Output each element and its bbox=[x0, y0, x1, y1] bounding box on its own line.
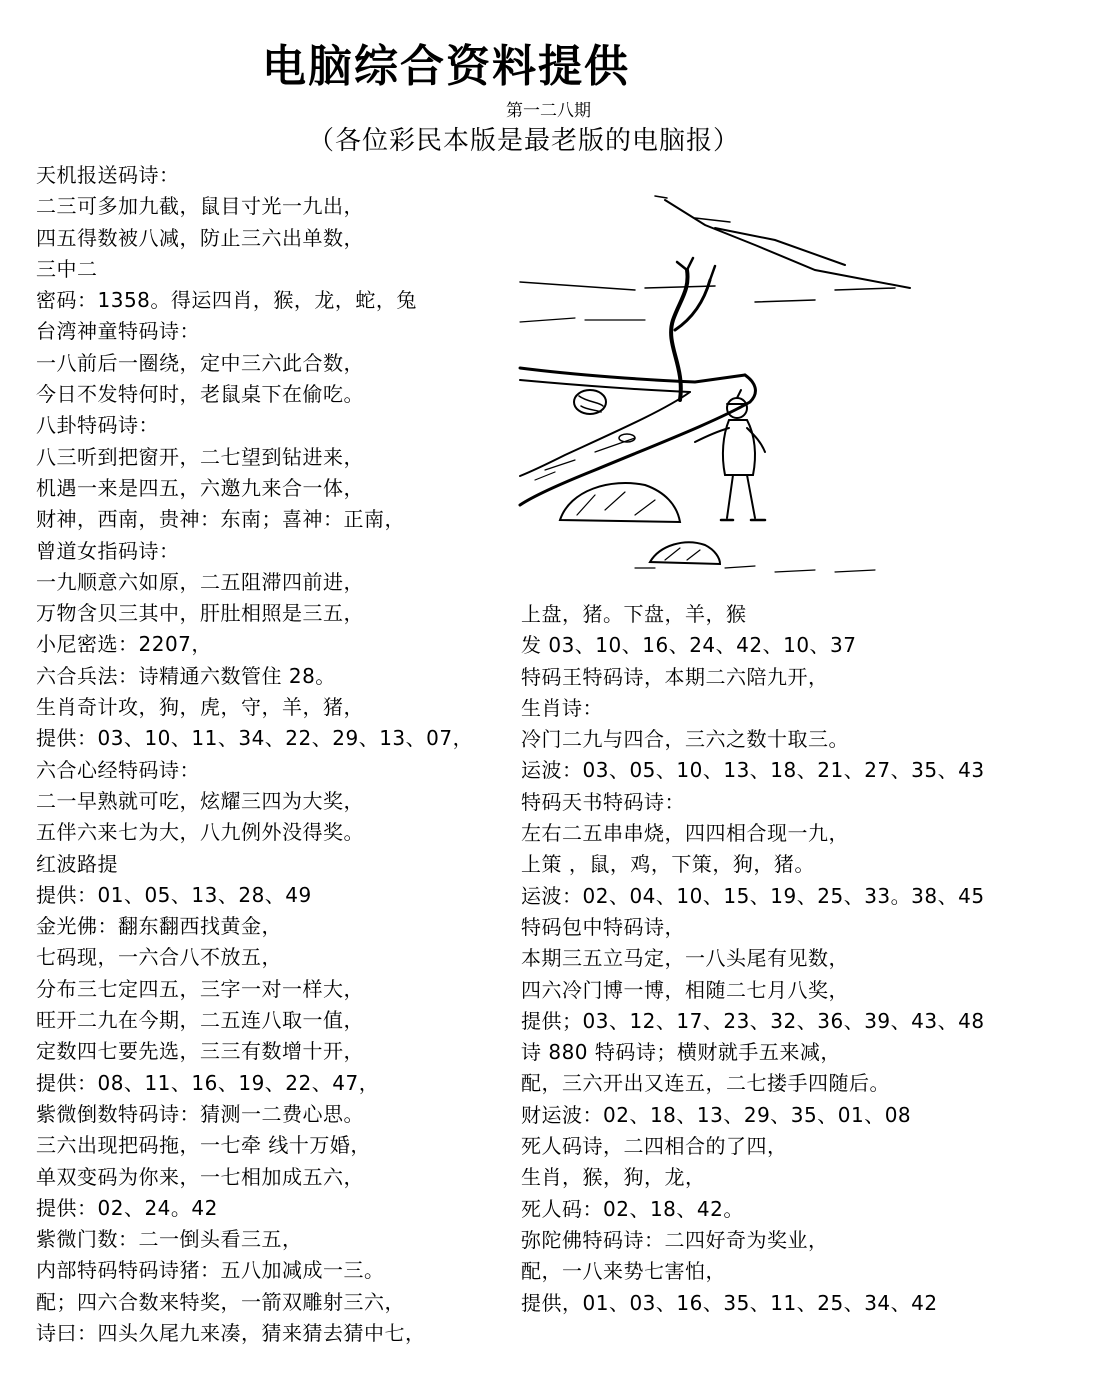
illustration-image bbox=[515, 170, 915, 580]
text-line: 机遇一来是四五，六邀九来合一体， bbox=[36, 475, 364, 500]
text-line: 运波：02、04、10、15、19、25、33。38、45 bbox=[521, 883, 985, 908]
right-column bbox=[521, 599, 1101, 1319]
text-line: 运波：03、05、10、13、18、21、27、35、43 bbox=[521, 758, 985, 783]
text-line: 一九顺意六如原，二五阻滞四前进， bbox=[36, 569, 364, 594]
text-line: 今日不发特何时，老鼠桌下在偷吃。 bbox=[36, 382, 364, 407]
text-line: 内部特码特码诗猪：五八加减成一三。 bbox=[36, 1258, 385, 1283]
rock bbox=[650, 542, 720, 564]
text-line: 提供：08、11、16、19、22、47， bbox=[36, 1070, 380, 1095]
text-line: 提供；03、12、17、23、32、36、39、43、48 bbox=[521, 1008, 985, 1033]
bank-line bbox=[755, 288, 895, 302]
page-title: 电脑综合资料提供 bbox=[262, 41, 630, 92]
rock-hatch bbox=[665, 548, 700, 560]
text-line: 单双变码为你来，一七相加成五六， bbox=[36, 1164, 364, 1189]
text-line: 红波路提 bbox=[36, 851, 118, 876]
text-line: 三六出现把码拖，一七牵 线十万婚， bbox=[36, 1133, 371, 1158]
text-line: 提供：02、24。42 bbox=[36, 1195, 218, 1220]
text-line: 天机报送码诗： bbox=[36, 163, 180, 187]
text-line: 定数四七要先选，三三有数增十开， bbox=[36, 1039, 364, 1064]
text-line: 财运波：02、18、13、29、35、01、08 bbox=[521, 1102, 912, 1127]
text-line: 冷门二九与四合，三六之数十取三。 bbox=[521, 727, 849, 752]
text-line: 万物含贝三其中，肝肚相照是三五， bbox=[36, 601, 364, 626]
bank-line bbox=[520, 318, 645, 322]
text-line: 紫微门数：二一倒头看三五， bbox=[36, 1227, 303, 1252]
text-line: 一八前后一圈绕，定中三六此合数， bbox=[36, 350, 364, 375]
text-line: 台湾神童特码诗： bbox=[36, 319, 200, 344]
text-line: 紫微倒数特码诗：猜测一二费心思。 bbox=[36, 1101, 364, 1126]
text-line: 发 03、10、16、24、42、10、37 bbox=[521, 633, 857, 658]
rock bbox=[560, 483, 680, 522]
text-line: 旺开二九在今期，二五连八取一值， bbox=[36, 1008, 364, 1033]
text-line: 财神，西南，贵神：东南；喜神：正南， bbox=[36, 507, 405, 532]
text-line: 生肖奇计攻，狗，虎，守，羊，猪， bbox=[36, 695, 364, 720]
text-line: 提供：03、10、11、34、22、29、13、07， bbox=[36, 726, 474, 751]
text-line: 八卦特码诗： bbox=[36, 413, 159, 438]
text-line: 二一早熟就可吃，炫耀三四为大奖， bbox=[36, 788, 364, 813]
text-line: 金光佛：翻东翻西找黄金， bbox=[36, 914, 282, 939]
text-line: 小尼密选：2207， bbox=[36, 632, 212, 657]
text-line: 生肖，猴，狗，龙， bbox=[521, 1165, 706, 1190]
melon bbox=[574, 390, 606, 414]
tree-branch bbox=[677, 258, 715, 280]
text-line: 特码包中特码诗， bbox=[521, 914, 685, 939]
hill-line bbox=[715, 228, 845, 265]
text-line: 曾道女指码诗： bbox=[36, 538, 180, 563]
text-line: 提供：01、05、13、28、49 bbox=[36, 882, 312, 907]
channel-edge bbox=[520, 375, 755, 505]
text-line: 上盘，猪。下盘，羊，猴 bbox=[521, 602, 747, 626]
text-line: 特码天书特码诗： bbox=[521, 789, 685, 814]
person-legs bbox=[727, 475, 755, 518]
text-line: 配；四六合数来特奖，一箭双雕射三六， bbox=[36, 1289, 405, 1314]
text-line: 本期三五立马定，一八头尾有见数， bbox=[521, 946, 849, 971]
text-line: 提供，01、03、16、35、11、25、34、42 bbox=[521, 1290, 938, 1315]
text-line: 特码王特码诗，本期二六陪九开， bbox=[521, 664, 829, 689]
text-line: 六合兵法：诗精通六数管住 28。 bbox=[36, 663, 336, 688]
text-line: 四五得数被八减，防止三六出单数， bbox=[36, 225, 364, 250]
text-line: 弥陀佛特码诗：二四好奇为奖业， bbox=[521, 1227, 829, 1252]
text-line: 上策 ，鼠，鸡，下策，狗，猪。 bbox=[521, 852, 815, 877]
issue-number: 第一二八期 bbox=[506, 101, 591, 121]
text-line: 二三可多加九截，鼠目寸光一九出， bbox=[36, 194, 364, 219]
text-line: 七码现，一六合八不放五， bbox=[36, 945, 282, 970]
text-line: 六合心经特码诗： bbox=[36, 757, 200, 782]
text-line: 诗曰：四头久尾九来凑，猜来猜去猜中七， bbox=[36, 1320, 426, 1345]
text-line: 四六冷门博一博，相随二七月八奖， bbox=[521, 977, 849, 1002]
text-line: 诗 880 特码诗；横财就手五来减， bbox=[521, 1040, 841, 1065]
text-line: 密码：1358。得运四肖，猴，龙，蛇，兔 bbox=[36, 288, 417, 313]
page-subtitle: （各位彩民本版是最老版的电脑报） bbox=[308, 126, 741, 156]
person-arm bbox=[747, 428, 765, 452]
text-line: 死人码诗，二四相合的了四， bbox=[521, 1134, 788, 1159]
ground-line bbox=[635, 566, 875, 572]
text-line: 配，三六开出又连五，二七搂手四随后。 bbox=[521, 1071, 890, 1096]
text-line: 五伴六来七为大，八九例外没得奖。 bbox=[36, 820, 364, 845]
text-line: 八三听到把窗开，二七望到钻进来， bbox=[36, 444, 364, 469]
text-line: 分布三七定四五，三字一对一样大， bbox=[36, 976, 364, 1001]
rock-hatch bbox=[577, 492, 655, 515]
melon-stripe bbox=[579, 396, 603, 412]
text-line: 配，一八来势七害怕， bbox=[521, 1259, 726, 1284]
channel-edge bbox=[520, 368, 745, 382]
text-line: 死人码：02、18、42。 bbox=[521, 1196, 744, 1221]
text-line: 三中二 bbox=[36, 256, 98, 281]
left-column bbox=[36, 160, 506, 1349]
text-line: 左右二五串串烧，四四相合现一九， bbox=[521, 821, 849, 846]
text-line: 生肖诗： bbox=[521, 695, 603, 720]
bird-mark bbox=[655, 196, 667, 198]
